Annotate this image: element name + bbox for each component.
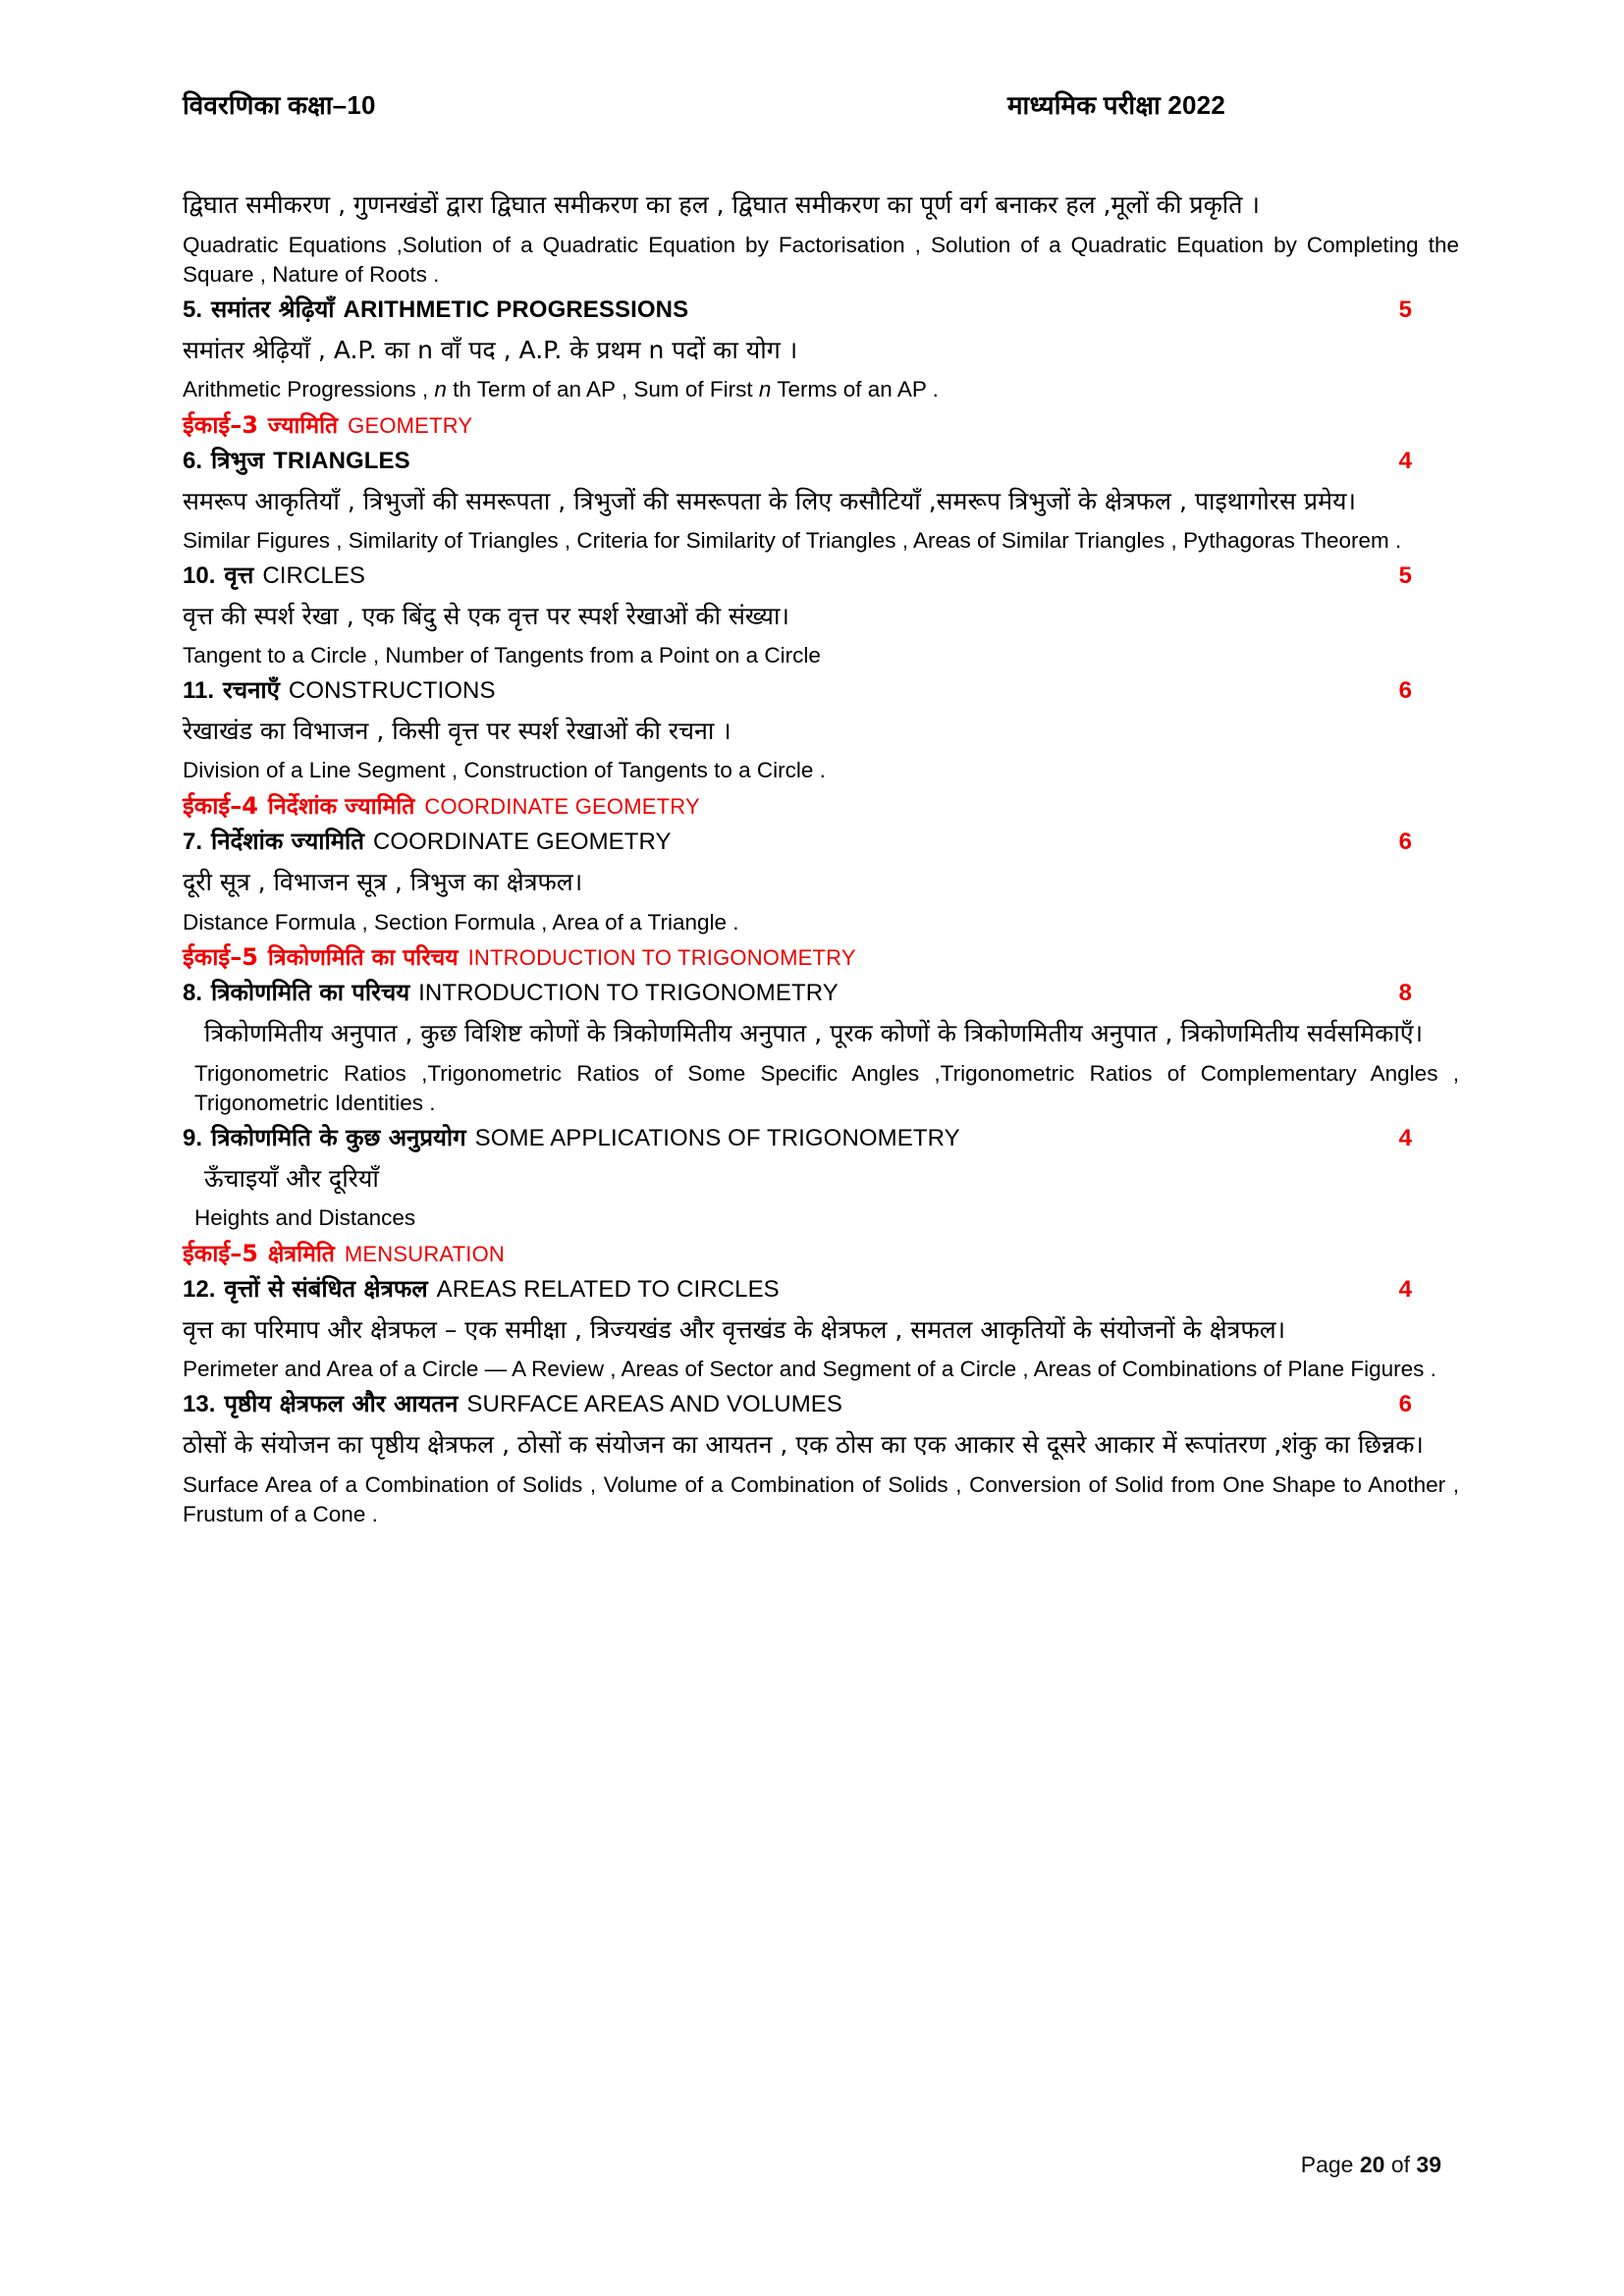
chapter-heading-7 bbox=[183, 825, 1459, 857]
header-right-title: माध्यमिक परीक्षा 2022 bbox=[1007, 90, 1225, 120]
unit-label-5-trigonometry: ईकाई–5 bbox=[183, 943, 258, 972]
chapter-marks-11: 6 bbox=[1398, 676, 1412, 704]
chapter-english-11: CONSTRUCTIONS bbox=[288, 676, 496, 704]
chapter-title-13 bbox=[183, 1387, 842, 1419]
chapter-title-7 bbox=[183, 825, 672, 857]
chapter-title-11 bbox=[183, 673, 496, 706]
unit-heading-3 bbox=[183, 408, 472, 441]
unit-heading-5-mensuration bbox=[183, 1237, 505, 1269]
chapter-marks-5: 5 bbox=[1398, 295, 1412, 323]
chapter-marks-10: 5 bbox=[1398, 561, 1412, 589]
unit-english-5-mensuration: MENSURATION bbox=[344, 1241, 506, 1266]
chapter-number-7: 7. bbox=[183, 828, 203, 856]
ap-en-part-b: th Term of an AP , Sum of First bbox=[446, 377, 759, 402]
chapter-title-5 bbox=[183, 293, 688, 325]
chapter-heading-12 bbox=[183, 1272, 1459, 1305]
chapter-number-11: 11. bbox=[183, 676, 215, 704]
chapter-title-10 bbox=[183, 559, 365, 591]
chapter-heading-8 bbox=[183, 976, 1459, 1008]
ap-en-part-a: Arithmetic Progressions , bbox=[183, 377, 435, 402]
chapter-english-8: INTRODUCTION TO TRIGONOMETRY bbox=[418, 980, 839, 1007]
chapter-hindi-6: त्रिभुज bbox=[211, 446, 265, 474]
chapter-number-10: 10. bbox=[183, 561, 216, 589]
chapter-heading-10 bbox=[183, 559, 1459, 591]
chapter-title-9 bbox=[183, 1121, 960, 1153]
chapter-13-body-hindi: ठोसों के संयोजन का पृष्ठीय क्षेत्रफल , ठोसों क संयोजन का आयतन , एक ठोस का एक आकार से दूसरे आकार में रूपांतरण ,शंकु का छिन्नक। bbox=[183, 1430, 1424, 1460]
chapter-number-5: 5. bbox=[183, 295, 203, 323]
chapter-marks-12: 4 bbox=[1398, 1275, 1412, 1303]
chapter-9-body-english: Heights and Distances bbox=[194, 1205, 416, 1231]
footer-current-page: 20 bbox=[1359, 2152, 1385, 2177]
chapter-8-body-hindi: त्रिकोणमितीय अनुपात , कुछ विशिष्ट कोणों के त्रिकोणमितीय अनुपात , पूरक कोणों के त्रिकोणमितीय अनुपात , त्रिकोणमितीय सर्वसमिकाएँ। bbox=[204, 1019, 1424, 1048]
chapter-7-body-hindi: दूरी सूत्र , विभाजन सूत्र , त्रिभुज का क्षेत्रफल। bbox=[183, 868, 583, 897]
unit-english-4: COORDINATE GEOMETRY bbox=[424, 794, 700, 820]
chapter-hindi-7: निर्देशांक ज्यामिति bbox=[211, 828, 364, 856]
chapter-heading-13 bbox=[183, 1387, 1459, 1419]
chapter-12-body-hindi: वृत्त का परिमाप और क्षेत्रफल – एक समीक्षा , त्रिज्यखंड और वृत्तखंड के क्षेत्रफल , समतल आकृतियों के संयोजनों के क्षेत्रफल। bbox=[183, 1314, 1286, 1344]
chapter-5-body-hindi: समांतर श्रेढ़ियाँ , A.P. का n वाँ पद , A.P. के प्रथम n पदों का योग । bbox=[183, 335, 798, 364]
chapter-10-body-english: Tangent to a Circle , Number of Tangents from a Point on a Circle bbox=[183, 643, 821, 668]
ap-en-italic-n1: n bbox=[434, 377, 447, 402]
chapter-number-6: 6. bbox=[183, 447, 203, 474]
header-left-title: विवरणिका कक्षा–10 bbox=[183, 90, 376, 120]
quadratic-equations-english: Quadratic Equations ,Solution of a Quadratic Equation by Factorisation , Solution of a Quadratic Equation by Completing the Square , Nature of Roots . bbox=[183, 232, 1459, 288]
chapter-title-6 bbox=[183, 444, 410, 476]
chapter-heading-5 bbox=[183, 293, 1459, 325]
chapter-number-8: 8. bbox=[183, 980, 203, 1007]
document-content bbox=[183, 182, 1459, 1532]
footer-prefix: Page bbox=[1300, 2152, 1360, 2177]
chapter-number-12: 12. bbox=[183, 1275, 216, 1303]
chapter-english-10: CIRCLES bbox=[262, 561, 366, 589]
chapter-11-body-english: Division of a Line Segment , Construction of Tangents to a Circle . bbox=[183, 758, 826, 783]
chapter-title-12 bbox=[183, 1272, 780, 1305]
chapter-marks-6: 4 bbox=[1398, 447, 1412, 474]
chapter-6-body-english: Similar Figures , Similarity of Triangles , Criteria for Similarity of Triangles , Areas of Similar Triangles , Pythagoras Theorem . bbox=[183, 528, 1402, 554]
chapter-marks-7: 6 bbox=[1398, 828, 1412, 856]
chapter-marks-9: 4 bbox=[1398, 1124, 1412, 1151]
chapter-11-body-hindi: रेखाखंड का विभाजन , किसी वृत्त पर स्पर्श रेखाओं की रचना । bbox=[183, 716, 731, 745]
chapter-english-7: COORDINATE GEOMETRY bbox=[372, 828, 672, 856]
unit-hindi-4: निर्देशांक ज्यामिति bbox=[267, 794, 415, 821]
chapter-7-body-english: Distance Formula , Section Formula , Area of a Triangle . bbox=[183, 909, 739, 934]
chapter-english-5: ARITHMETIC PROGRESSIONS bbox=[343, 295, 689, 323]
unit-hindi-5-trigonometry: त्रिकोणमिति का परिचय bbox=[267, 945, 459, 972]
chapter-hindi-12: वृत्तों से संबंधित क्षेत्रफल bbox=[224, 1274, 428, 1303]
unit-heading-5-trigonometry bbox=[183, 940, 856, 973]
page-header bbox=[183, 86, 1441, 122]
chapter-title-8 bbox=[183, 976, 839, 1008]
chapter-heading-9 bbox=[183, 1121, 1459, 1153]
chapter-number-9: 9. bbox=[183, 1124, 203, 1151]
ap-en-part-c: Terms of an AP . bbox=[771, 377, 939, 402]
chapter-english-9: SOME APPLICATIONS OF TRIGONOMETRY bbox=[474, 1124, 960, 1151]
unit-heading-4 bbox=[183, 789, 700, 822]
chapter-english-13: SURFACE AREAS AND VOLUMES bbox=[466, 1391, 843, 1418]
unit-english-5-trigonometry: INTRODUCTION TO TRIGONOMETRY bbox=[467, 945, 856, 971]
chapter-13-body-english: Surface Area of a Combination of Solids , Volume of a Combination of Solids , Conversion of Solid from One Shape to Another , Frustum of a Cone . bbox=[183, 1471, 1459, 1527]
chapter-hindi-8: त्रिकोणमिति का परिचय bbox=[211, 979, 410, 1007]
chapter-hindi-9: त्रिकोणमिति के कुछ अनुप्रयोग bbox=[211, 1123, 466, 1151]
chapter-marks-8: 8 bbox=[1398, 980, 1412, 1007]
page-footer bbox=[1301, 2152, 1441, 2178]
chapter-english-12: AREAS RELATED TO CIRCLES bbox=[436, 1275, 780, 1303]
chapter-hindi-5: समांतर श्रेढ़ियाँ bbox=[211, 294, 335, 323]
chapter-number-13: 13. bbox=[183, 1391, 216, 1418]
unit-english-3: GEOMETRY bbox=[348, 412, 473, 438]
footer-total-pages: 39 bbox=[1416, 2152, 1441, 2177]
unit-hindi-3: ज्यामिति bbox=[267, 412, 339, 439]
chapter-hindi-13: पृष्ठीय क्षेत्रफल और आयतन bbox=[224, 1390, 459, 1418]
chapter-heading-11 bbox=[183, 673, 1459, 706]
chapter-english-6: TRIANGLES bbox=[273, 447, 410, 474]
footer-middle: of bbox=[1384, 2152, 1417, 2177]
chapter-hindi-11: रचनाएँ bbox=[223, 675, 280, 704]
chapter-5-body-english bbox=[183, 375, 1459, 405]
chapter-6-body-hindi: समरूप आकृतियाँ , त्रिभुजों की समरूपता , त्रिभुजों की समरूपता के लिए कसौटियाँ ,समरूप त्रिभुजों के क्षेत्रफल , पाइथागोरस प्रमेय। bbox=[183, 486, 1357, 515]
unit-label-5-mensuration: ईकाई–5 bbox=[183, 1239, 258, 1267]
chapter-9-body-hindi: ऊँचाइयाँ और दूरियाँ bbox=[204, 1163, 379, 1193]
chapter-8-body-english: Trigonometric Ratios ,Trigonometric Ratios of Some Specific Angles ,Trigonometric Ratios of Complementary Angles , Trigonometric Identities . bbox=[194, 1060, 1459, 1116]
quadratic-equations-hindi: द्विघात समीकरण , गुणनखंडों द्वारा द्विघात समीकरण का हल , द्विघात समीकरण का पूर्ण वर्ग बनाकर हल ,मूलों की प्रकृति । bbox=[183, 190, 1260, 219]
chapter-marks-13: 6 bbox=[1398, 1391, 1412, 1418]
chapter-12-body-english: Perimeter and Area of a Circle — A Review , Areas of Sector and Segment of a Circle , Areas of Combinations of Plane Figures . bbox=[183, 1357, 1436, 1382]
unit-label-3: ईकाई–3 bbox=[183, 410, 258, 439]
unit-label-4: ईकाई–4 bbox=[183, 792, 258, 821]
ap-en-italic-n2: n bbox=[758, 377, 772, 402]
chapter-10-body-hindi: वृत्त की स्पर्श रेखा , एक बिंदु से एक वृत्त पर स्पर्श रेखाओं की संख्या। bbox=[183, 601, 789, 630]
chapter-hindi-10: वृत्त bbox=[224, 561, 254, 589]
unit-hindi-5-mensuration: क्षेत्रमिति bbox=[267, 1241, 335, 1267]
chapter-heading-6 bbox=[183, 444, 1459, 476]
